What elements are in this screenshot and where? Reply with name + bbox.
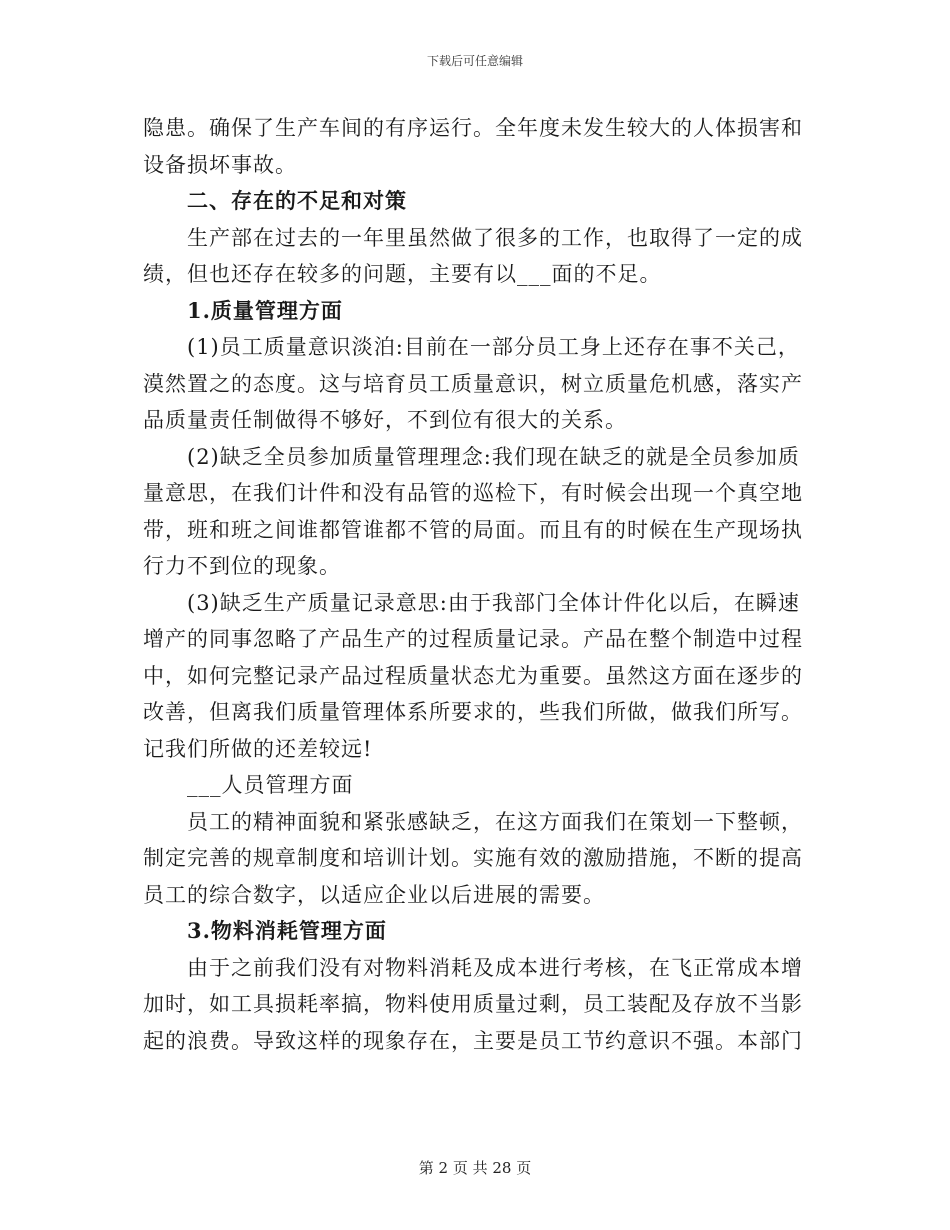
text-line: 绩，但也还存在较多的问题，主要有以___面的不足。 [143,262,662,286]
text-line: 加时，如工具损耗率搞，物料使用质量过剩，员工装配及存放不当影 [143,992,803,1016]
text-line: 生产部在过去的一年里虽然做了很多的工作，也取得了一定的成 [187,225,803,250]
text-line: 记我们所做的还差较远! [143,736,373,761]
text-line: 由于之前我们没有对物料消耗及成本进行考核，在飞正常成本增 [187,955,803,980]
section-heading: 二、存在的不足和对策 [187,188,407,213]
text-line: 带，班和班之间谁都管谁都不管的局面。而且有的时候在生产现场执 [143,517,803,542]
document-body [143,110,808,1059]
text-line: ___人员管理方面 [187,773,354,797]
text-line: 起的浪费。导致这样的现象存在，主要是员工节约意识不强。本部门 [143,1028,803,1053]
page-header: 下载后可任意编辑 [426,54,523,68]
text-line: 中，如何完整记录产品过程质量状态尤为重要。虽然这方面在逐步的 [143,663,803,688]
text-line: 改善，但离我们质量管理体系所要求的，些我们所做，做我们所写。 [143,700,803,724]
text-line: (2)缺乏全员参加质量管理理念:我们现在缺乏的就是全员参加质 [187,444,800,469]
text-line: 设备损坏事故。 [143,152,297,177]
text-line: 漠然置之的态度。这与培育员工质量意识，树立质量危机感，落实产 [143,371,803,396]
text-line: 员工的精神面貌和紧张感缺乏，在这方面我们在策划一下整顿， [187,809,803,834]
text-line: 增产的同事忽略了产品生产的过程质量记录。产品在整个制造中过程 [143,627,803,651]
text-line: 量意思，在我们计件和没有品管的巡检下，有时候会出现一个真空地 [143,481,803,505]
page-footer: 第 2 页 共 28 页 [418,1159,532,1177]
section-heading: 3.物料消耗管理方面 [187,918,387,943]
text-line: 员工的综合数字，以适应企业以后进展的需要。 [143,882,605,907]
text-line: 行力不到位的现象。 [143,554,341,578]
text-line: 品质量责任制做得不够好，不到位有很大的关系。 [143,408,627,432]
text-line: 制定完善的规章制度和培训计划。实施有效的激励措施，不断的提高 [143,846,803,870]
text-line: (1)员工质量意识淡泊:目前在一部分员工身上还存在事不关己， [187,335,800,359]
text-line: 隐患。确保了生产车间的有序运行。全年度未发生较大的人体损害和 [143,116,803,140]
section-heading: 1.质量管理方面 [187,297,343,323]
text-line: (3)缺乏生产质量记录意思:由于我部门全体计件化以后，在瞬速 [187,590,800,615]
